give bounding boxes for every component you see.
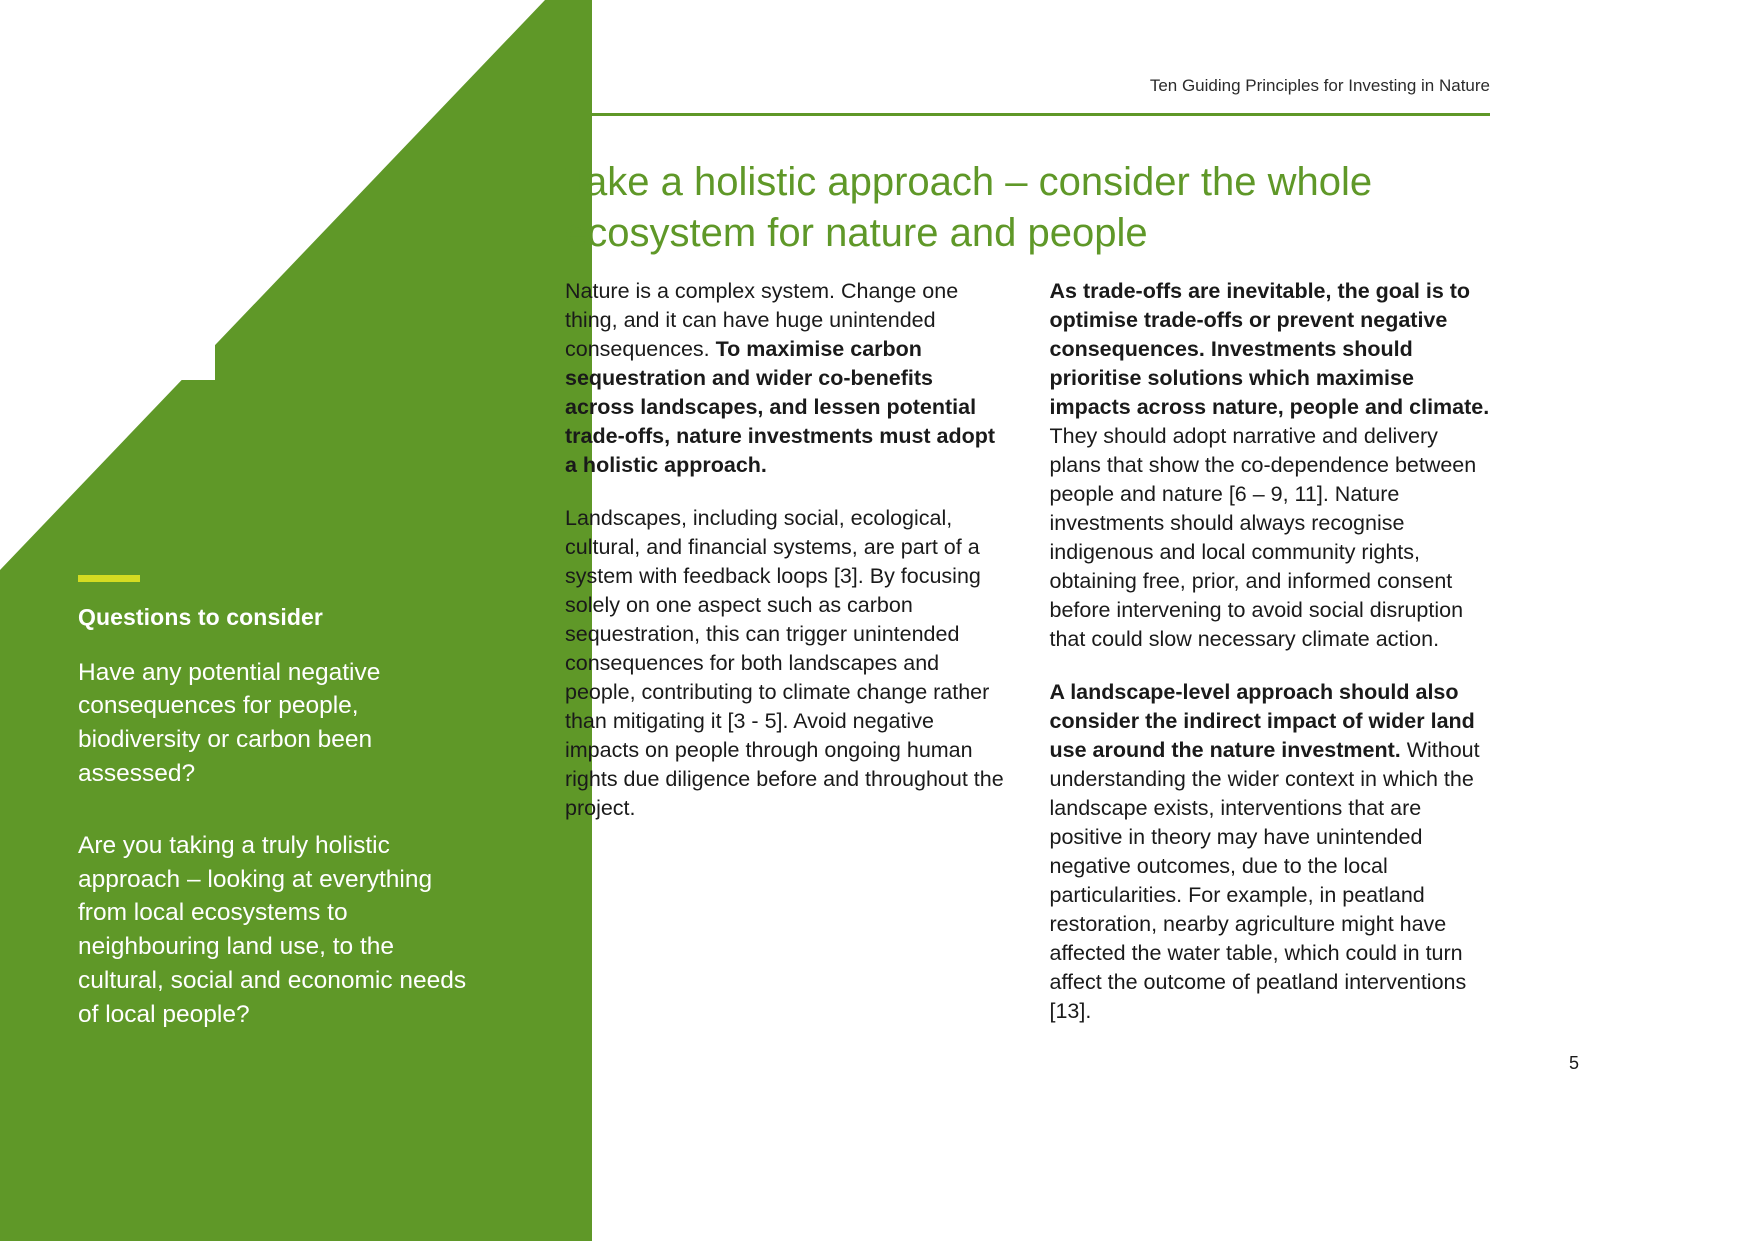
body-paragraph (1050, 678, 1493, 1026)
running-header: Ten Guiding Principles for Investing in Nature (1149, 76, 1490, 95)
body-column-left (565, 277, 1008, 1026)
body-text: Without understanding the wider context in which the landscape exists, interventions that are positive in theory may have unintended negative outcomes, due to the local particularities. For example, in peatland restoration, nearby agriculture might have affected the water table, which could in turn affect the outcome of peatland interventions [13]. (1049, 738, 1480, 1024)
body-text: They should adopt narrative and delivery plans that show the co-dependence between people and nature [6 – 9, 11]. Nature investments should always recognise indigenous and local community rights, obtaining free, prior, and informed consent before intervening to avoid social disruption that could slow necessary climate action. (1049, 424, 1477, 652)
body-columns (565, 277, 1492, 1026)
left-sidebar-panel (0, 0, 592, 1241)
emphasised-text: To maximise carbon sequestration and wider co-benefits across landscapes, and lessen potential trade-offs, nature investments must adopt a holistic approach. (565, 337, 996, 478)
emphasised-text: As trade-offs are inevitable, the goal is to optimise trade-offs or prevent negative consequences. Investments should prioritise solutions which maximise impacts across nature, people and climate. (1049, 279, 1490, 420)
page-title: Take a holistic approach – consider the whole ecosystem for nature and people (565, 160, 1373, 255)
questions-heading: Questions to consider (78, 604, 323, 630)
body-paragraph (565, 277, 1008, 480)
body-column-right (1050, 277, 1493, 1026)
questions-to-consider-block (78, 575, 478, 1032)
body-paragraph (565, 504, 1008, 823)
body-paragraph (1050, 277, 1493, 654)
emphasised-text: A landscape-level approach should also consider the indirect impact of wider land use around the nature investment. (1049, 680, 1475, 763)
page-number: 5 (1568, 1053, 1579, 1073)
body-text: Nature is a complex system. Change one thing, and it can have huge unintended consequences. (565, 279, 959, 362)
accent-rule (78, 575, 140, 582)
question-item: Have any potential negative consequences for people, biodiversity or carbon been assessed? (78, 658, 381, 787)
body-text: Landscapes, including social, ecological, cultural, and financial systems, are part of a system with feedback loops [3]. By focusing solely on one aspect such as carbon sequestration, this can trigger unintended consequences for both landscapes and people, contributing to climate change rather than mitigating it [3 - 5]. Avoid negative impacts on people through ongoing human rights due diligence before and throughout the project. (565, 506, 1004, 821)
main-content (565, 0, 1754, 1241)
header-divider (565, 113, 1490, 116)
question-item: Are you taking a truly holistic approach – looking at everything from local ecosystems to neighbouring land use, to the cultural, social and economic needs of local people? (78, 831, 467, 1028)
